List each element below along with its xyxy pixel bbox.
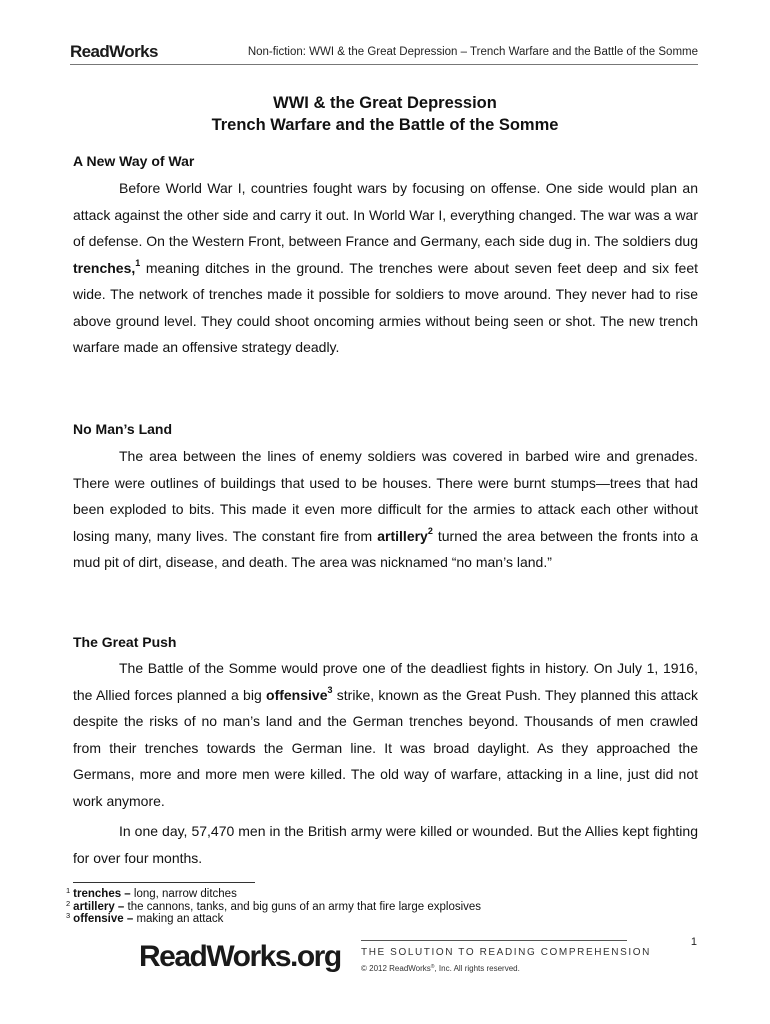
- paragraph: Before World War I, countries fought wars by focusing on offense. One side would plan an attack against the other side and carry it out. In World War I, everything changed. The war was a war of defense. On the Western Front, between France and Germany, each side dug in. The soldiers dug trenches,$^1$ meaning ditches in the ground. The trenches were about seven feet deep and six feet wide. The network of trenches made it possible for soldiers to move around. They never had to rise above ground level. They could shoot oncoming armies without being seen or shot. The new trench warfare made an offensive strategy deadly.: [73, 180, 698, 355]
- footnote: $^2$ artillery – the cannons, tanks, and big guns of an army that fire large explosives: [66, 898, 482, 913]
- footnote: $^1$ trenches – long, narrow ditches: [66, 886, 237, 900]
- page-number: 1: [690, 936, 697, 948]
- header-subtitle: Non-fiction: WWI & the Great Depression – Trench Warfare and the Battle of the Somme: [247, 46, 698, 58]
- glossary-term: trenches,: [73, 259, 136, 276]
- paragraph: The area between the lines of enemy soldiers was covered in barbed wire and grenades. There were outlines of buildings that used to be houses. There were burnt stumps—trees that had been exploded to bits. This made it even more difficult for the armies to attack each other without losing many, many lives. The constant fire from artillery$^2$ turned the area between the fronts into a mud pit of dirt, disease, and death. The area was nicknamed “no man’s land.”: [73, 448, 699, 570]
- section-heading: No Man’s Land: [73, 421, 173, 437]
- footnote-ref: 2: [427, 525, 433, 536]
- paragraph: The Battle of the Somme would prove one of the deadliest fights in history. On July 1, 1916, the Allied forces planned a big offensive$^3$ strike, known as the Great Push. They planned this attack despite the risks of no man’s land and the German trenches beyond. Thousands of men crawled from their trenches towards the German line. It was broad daylight. As they approached the Germans, more and more men were killed. The old way of warfare, attacking in a line, just did not work anymore.: [73, 660, 698, 809]
- section-heading: The Great Push: [73, 634, 177, 650]
- header-logo: ReadWorks: [70, 42, 158, 61]
- footnote-divider: [73, 882, 255, 883]
- footer-logo: ReadWorks.org: [139, 940, 341, 973]
- footer-tagline: THE SOLUTION TO READING COMPREHENSION: [361, 947, 651, 958]
- footer-divider: [361, 940, 627, 941]
- page-title: WWI & the Great Depression: [273, 94, 497, 112]
- glossary-term: offensive: [266, 686, 328, 703]
- footer-copyright: © 2012 ReadWorks®, Inc. All rights reserved.: [361, 964, 520, 973]
- header-divider: [70, 64, 698, 65]
- glossary-term: artillery: [377, 527, 428, 544]
- footnote: $^3$ offensive – making an attack: [66, 911, 224, 925]
- page-subtitle: Trench Warfare and the Battle of the Somme: [211, 116, 559, 134]
- paragraph: In one day, 57,470 men in the British army were killed or wounded. But the Allies kept fighting for over four months.: [73, 823, 698, 866]
- footnotes: [66, 888, 481, 926]
- footnote-ref: 3: [327, 684, 333, 695]
- footnote-ref: 1: [135, 257, 141, 268]
- section-heading: A New Way of War: [73, 153, 195, 169]
